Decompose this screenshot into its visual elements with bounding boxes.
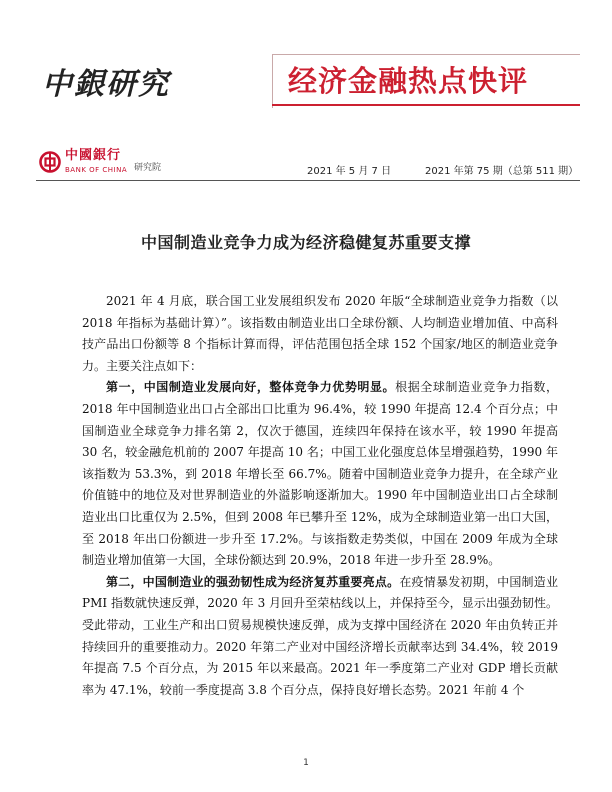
article-body: [82, 291, 558, 701]
point-one-text: 根据全球制造业竞争力指数，2018 年中国制造业出口占全部出口比重为 96.4%，较 1990 年提高 12.4 个百分点；中国制造业全球竞争力排名第 2，仅次于德国，连续四年保持在该水平，较 1990 年提高 30 名，较金融危机前的 2007 年提高 10 名；中国工业化强度总体呈增强趋势，1990 年该指数为 53.3%，到 2018 年增长至 66.7%。随着中国制造业竞争力提升，在全球产业价值链中的地位及对世界制造业的外溢影响逐渐加大。1990 年中国制造业出口占全球制造业出口比重仅为 2.5%，但到 2008 年已攀升至 12%，成为全球制造业第一出口大国，至 2018 年出口份额进一步升至 17.2%。与该指数走势类似，中国在 2009 年成为全球制造业增加值第一大国，全球份额达到 20.9%，2018 年进一步升至 28.9%。: [82, 380, 558, 568]
paragraph-point-one: [82, 377, 558, 571]
brand-calligraphy-logo: 中銀研究: [42, 67, 170, 102]
page-number: 1: [303, 758, 309, 768]
bank-of-china-logo-icon: [39, 151, 61, 173]
paragraph-point-two: [82, 572, 558, 702]
article-title: 中国制造业竞争力成为经济稳健复苏重要支撑: [140, 233, 471, 252]
issue-number: 2021 年第 75 期（总第 511 期）: [425, 166, 579, 177]
bank-name: 中國銀行: [65, 148, 122, 163]
publication-date: 2021 年 5 月 7 日: [307, 166, 392, 177]
institute-label: 研究院: [134, 163, 162, 173]
report-series-title: 经济金融热点快评: [288, 64, 529, 98]
point-one-heading: 第一，中国制造业发展向好，整体竞争力优势明显。: [106, 380, 396, 395]
paragraph-intro: 2021 年 4 月底，联合国工业发展组织发布 2020 年版“全球制造业竞争力指数（以 2018 年指标为基础计算）”。该指数由制造业出口全球份额、人均制造业增加值、中高科技产品出口份额等 8 个指标计算而得，评估范围包括全球 152 个国家/地区的制造业竞争力。主要关注点如下：: [82, 294, 558, 373]
banner-underline: [272, 104, 580, 106]
point-two-text: 在疫情暴发初期，中国制造业 PMI 指数就快速反弹，2020 年 3 月回升至荣枯线以上，并保持至今，显示出强劲韧性。受此带动，工业生产和出口贸易规模快速反弹，成为支撑中国经济在 2020 年由负转正并持续回升的重要推动力。2020 年第二产业对中国经济增长贡献率达到 34.4%，较 2019 年提高 7.5 个百分点，为 2015 年以来最高。2021 年一季度第二产业对 GDP 增长贡献率为 47.1%，较前一季度提高 3.8 个百分点，保持良好增长态势。2021 年前 4 个: [82, 574, 558, 697]
bank-name-english: BANK OF CHINA: [65, 166, 128, 174]
header-divider: [36, 180, 580, 181]
point-two-heading: 第二，中国制造业的强劲韧性成为经济复苏重要亮点。: [106, 574, 400, 589]
